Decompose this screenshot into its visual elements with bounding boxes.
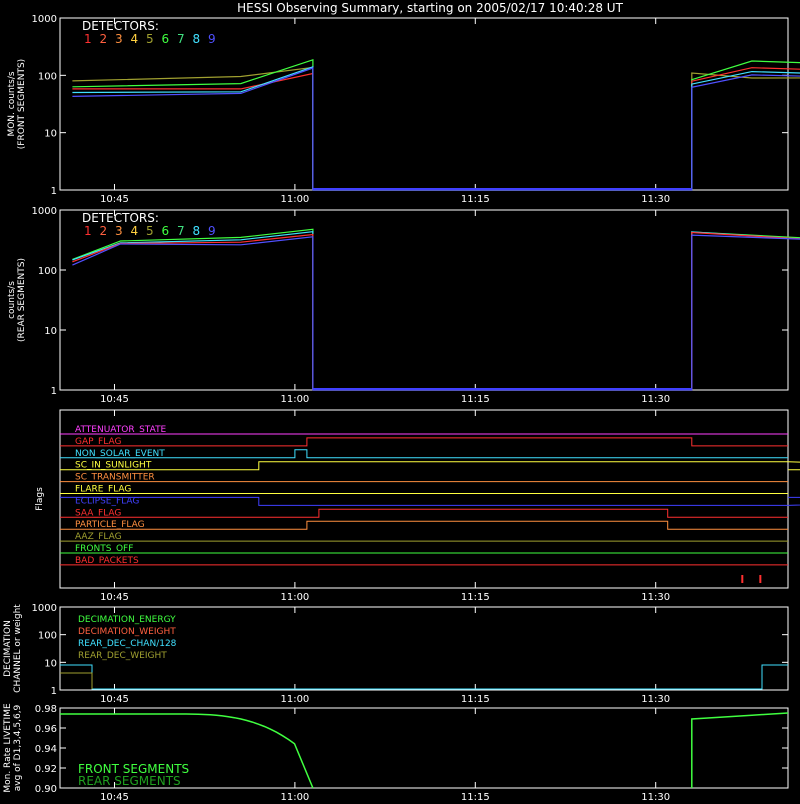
flag-label: BAD_PACKETS xyxy=(75,555,139,566)
detector-number: 8 xyxy=(192,32,201,46)
series-line xyxy=(72,67,800,190)
flag-label: FLARE_FLAG xyxy=(75,484,132,495)
decimation-legend: DECIMATION_ENERGY xyxy=(78,615,176,625)
detector-number: 1 xyxy=(84,224,92,238)
flag-line xyxy=(60,462,800,470)
detector-number: 8 xyxy=(192,224,201,238)
y-tick-label: 100 xyxy=(37,266,57,277)
detector-number: 6 xyxy=(161,224,170,238)
y-tick-label: 0.90 xyxy=(34,784,57,795)
detector-number: 4 xyxy=(130,32,139,46)
series-line xyxy=(72,68,800,190)
x-tick-label: 10:45 xyxy=(100,592,129,603)
x-tick-label: 11:15 xyxy=(460,592,490,603)
x-tick-label: 10:45 xyxy=(100,694,129,705)
decimation-axis-label: CHANNEL or weight xyxy=(13,604,23,693)
series-line xyxy=(72,60,800,190)
x-tick-label: 11:00 xyxy=(280,592,310,603)
decimation-line xyxy=(60,673,92,689)
flag-label: AAZ_FLAG xyxy=(75,532,122,543)
detector-number: 9 xyxy=(208,32,216,46)
flag-line xyxy=(60,450,788,458)
detector-number: 3 xyxy=(115,224,123,238)
figure-title: HESSI Observing Summary, starting on 2005/02/17 10:40:28 UT xyxy=(237,1,623,15)
series-line xyxy=(72,229,800,390)
x-tick-label: 11:00 xyxy=(280,694,310,705)
detector-number: 5 xyxy=(146,224,154,238)
flag-label: ECLIPSE_FLAG xyxy=(75,496,140,507)
detector-number: 2 xyxy=(99,224,108,238)
x-tick-label: 11:30 xyxy=(641,394,671,405)
x-tick-label: 11:00 xyxy=(280,394,310,405)
flag-label: GAP_FLAG xyxy=(75,436,122,447)
y-tick-label: 1000 xyxy=(31,14,57,25)
flag-line xyxy=(60,521,788,529)
series-line xyxy=(72,232,800,390)
detector-number: 7 xyxy=(177,224,185,238)
detector-number: 6 xyxy=(161,32,170,46)
detector-number: 1 xyxy=(84,32,92,46)
detectors-label: DETECTORS: xyxy=(82,19,159,33)
x-tick-label: 10:45 xyxy=(100,194,129,205)
detector-number: 9 xyxy=(208,224,216,238)
flag-label: SAA_FLAG xyxy=(75,508,122,519)
y-tick-label: 0.98 xyxy=(34,704,57,715)
detector-number: 2 xyxy=(99,32,108,46)
decimation-legend: REAR_DEC_CHAN/128 xyxy=(78,639,177,649)
x-tick-label: 11:30 xyxy=(641,592,671,603)
flag-label: ATTENUATOR_STATE xyxy=(75,425,167,435)
y-tick-label: 10 xyxy=(44,326,57,337)
y-tick-label: 0.94 xyxy=(34,744,57,755)
flags-panel-frame xyxy=(60,410,788,588)
flag-label: SC_IN_SUNLIGHT xyxy=(75,460,152,471)
flag-label: PARTICLE_FLAG xyxy=(75,520,145,531)
y-tick-label: 0.92 xyxy=(34,764,57,775)
front-panel-frame xyxy=(60,18,788,190)
x-tick-label: 11:15 xyxy=(460,694,490,705)
y-tick-label: 0.96 xyxy=(34,724,57,735)
flag-label: SC_TRANSMITTER xyxy=(75,472,155,483)
decimation-line xyxy=(60,665,788,689)
x-tick-label: 10:45 xyxy=(100,792,129,800)
rear-panel-frame xyxy=(60,210,788,390)
y-tick-label: 1 xyxy=(50,686,57,697)
y-tick-label: 100 xyxy=(37,630,57,642)
livetime-legend: FRONT SEGMENTS xyxy=(78,762,190,776)
flag-label: NON_SOLAR_EVENT xyxy=(75,448,165,459)
x-tick-label: 10:45 xyxy=(100,394,129,405)
detectors-label: DETECTORS: xyxy=(82,211,159,225)
flag-line xyxy=(60,497,800,505)
flag-label: FRONTS_OFF xyxy=(75,544,134,554)
livetime-axis-label: Mon. Rate LIVETIME xyxy=(3,703,13,793)
x-tick-label: 11:15 xyxy=(460,394,490,405)
series-line xyxy=(72,235,800,390)
detector-number: 3 xyxy=(115,32,123,46)
y-tick-label: 1000 xyxy=(31,603,57,614)
y-axis-label: MON. counts/s xyxy=(7,71,17,137)
x-tick-label: 11:15 xyxy=(460,792,490,800)
x-tick-label: 11:30 xyxy=(641,694,671,705)
livetime-axis-label: avg of D1,3,4,5,6,9 xyxy=(13,704,23,792)
y-axis-label: (REAR SEGMENTS) xyxy=(17,257,27,343)
detector-number: 5 xyxy=(146,32,154,46)
y-axis-label: (FRONT SEGMENTS) xyxy=(17,58,27,150)
decimation-axis-label: DECIMATION xyxy=(3,620,13,677)
y-tick-label: 100 xyxy=(37,71,57,83)
x-tick-label: 11:00 xyxy=(280,194,310,205)
y-tick-label: 1 xyxy=(50,386,57,397)
series-line xyxy=(72,68,800,190)
livetime-legend: REAR SEGMENTS xyxy=(78,774,181,788)
detector-number: 7 xyxy=(177,32,185,46)
x-tick-label: 11:30 xyxy=(641,792,671,800)
x-tick-label: 11:15 xyxy=(460,194,490,205)
flags-axis-label: Flags xyxy=(35,487,45,511)
y-tick-label: 10 xyxy=(44,658,57,670)
flag-line xyxy=(60,438,788,446)
y-axis-label: counts/s xyxy=(7,281,17,319)
decimation-legend: REAR_DEC_WEIGHT xyxy=(78,651,167,661)
flag-line xyxy=(60,509,788,517)
y-tick-label: 10 xyxy=(44,128,57,140)
y-tick-label: 1000 xyxy=(31,206,57,217)
detector-number: 4 xyxy=(130,224,139,238)
x-tick-label: 11:00 xyxy=(280,792,310,800)
x-tick-label: 11:30 xyxy=(641,194,671,205)
decimation-legend: DECIMATION_WEIGHT xyxy=(78,627,176,637)
y-tick-label: 1 xyxy=(50,186,57,197)
series-line xyxy=(72,233,800,391)
